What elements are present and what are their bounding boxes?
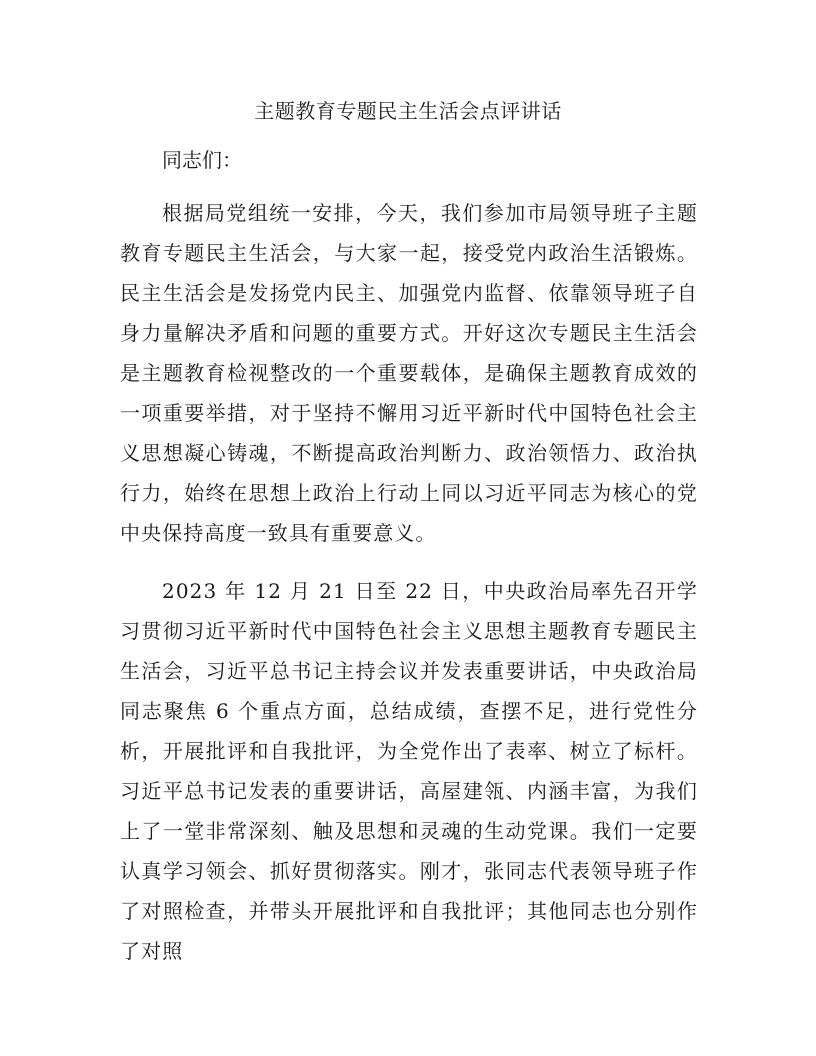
paragraph-1: 根据局党组统一安排，今天，我们参加市局领导班子主题教育专题民主生活会，与大家一起，接受党内政治生活锻炼。民主生活会是发扬党内民主、加强党内监督、依靠领导班子自身力量解决矛盾和问题的重要方式。开好这次专题民主生活会是主题教育检视整改的一个重要载体，是确保主题教育成效的一项重要举措，对于坚持不懈用习近平新时代中国特色社会主义思想凝心铸魂，不断提高政治判断力、政治领悟力、政治执行力，始终在思想上政治上行动上同以习近平同志为核心的党中央保持高度一致具有重要意义。 <box>120 201 698 545</box>
salutation: 同志们： <box>162 148 242 172</box>
paragraph-2: 2023 年 12 月 21 日至 22 日，中央政治局率先召开学习贯彻习近平新时代中国特色社会主义思想主题教育专题民主生活会，习近平总书记主持会议并发表重要讲话，中央政治局同志聚焦 6 个重点方面，总结成绩，查摆不足，进行党性分析，开展批评和自我批评，为全党作出了表率、树立了标杆。习近平总书记发表的重要讲话，高屋建瓴、内涵丰富，为我们上了一堂非常深刻、触及思想和灵魂的生动党课。我们一定要认真学习领会、抓好贯彻落实。刚才，张同志代表领导班子作了对照检查，并带头开展批评和自我批评；其他同志也分别作了对照 <box>120 579 698 963</box>
document-title: 主题教育专题民主生活会点评讲话 <box>254 99 562 123</box>
